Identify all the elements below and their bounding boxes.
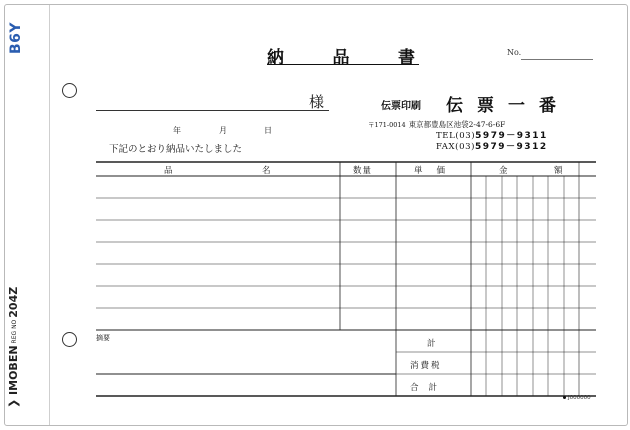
company-label: 伝票印刷	[381, 101, 421, 112]
header-unit-price: 単価	[414, 166, 460, 176]
form-code: B6Y	[8, 21, 24, 54]
title-char-1: 納	[267, 48, 286, 68]
company-name: 伝票一番	[446, 96, 570, 116]
header-amount-kin: 金	[499, 166, 509, 176]
total-label: 合計	[410, 383, 448, 393]
serial-dot-icon	[563, 396, 566, 399]
company-zip: 〒171-0014	[368, 121, 406, 129]
company-street: 東京都豊島区池袋2-47-6-6F	[408, 120, 506, 129]
fax-prefix: FAX(03)	[436, 142, 475, 152]
remarks-label: 摘要	[96, 334, 110, 342]
brand-name: IMOBEN	[7, 345, 20, 395]
number-label: No.	[507, 48, 522, 57]
header-item: 品	[164, 166, 174, 176]
tel-prefix: TEL(03)	[436, 131, 476, 141]
honorific: 様	[309, 93, 325, 111]
fax-number: 5979－9312	[475, 142, 548, 152]
header-amount-gaku: 額	[554, 166, 564, 176]
header-name: 名	[262, 166, 272, 176]
serial-number	[563, 395, 591, 401]
title-char-2: 品	[332, 48, 352, 68]
delivery-note: 下記のとおり納品いたしました	[109, 144, 243, 155]
tax-label: 消費税	[410, 361, 442, 371]
serial-text: J000000	[568, 395, 591, 401]
header-qty: 数量	[353, 166, 373, 176]
title-char-3: 書	[398, 48, 417, 68]
brand-reg: REG NO	[10, 319, 18, 344]
subtotal-label: 計	[427, 339, 438, 349]
brand-model: 204Z	[7, 286, 20, 318]
date-day-label: 日	[264, 126, 272, 135]
brand-logo-icon: ❯	[7, 394, 20, 408]
date-month-label: 月	[219, 126, 227, 135]
date-year-label: 年	[173, 126, 181, 135]
tel-number: 5979－9311	[475, 131, 548, 141]
